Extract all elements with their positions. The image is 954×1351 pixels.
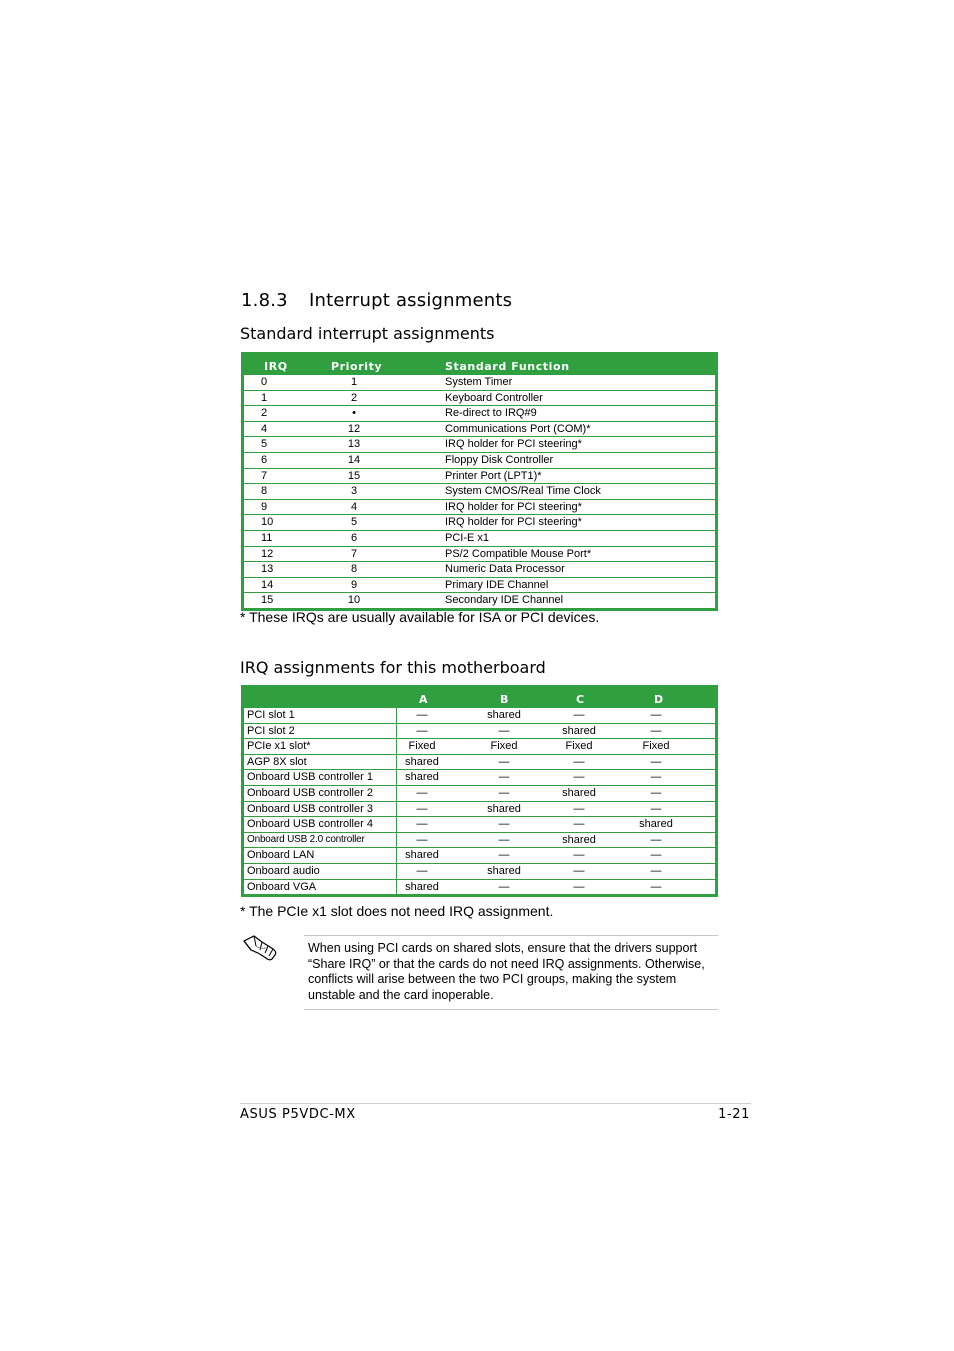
footer-divider (240, 1103, 751, 1104)
int-d-cell: — (650, 880, 662, 893)
col-b-header: B (500, 693, 509, 706)
function-cell: Secondary IDE Channel (445, 594, 564, 607)
int-d-cell: — (650, 709, 662, 721)
table-row (244, 391, 715, 407)
table-row (244, 880, 715, 895)
priority-cell: 13 (347, 438, 361, 451)
device-cell: Onboard LAN (247, 849, 315, 862)
int-a-cell: shared (405, 880, 439, 893)
table-row (244, 739, 715, 755)
table-row (244, 547, 715, 563)
device-cell: PCI slot 1 (247, 709, 295, 721)
int-b-cell: shared (487, 802, 521, 815)
int-a-cell: — (416, 864, 428, 877)
int-a-cell: — (416, 709, 428, 721)
device-cell: Onboard USB 2.0 controller (247, 833, 365, 845)
table-row (244, 724, 715, 740)
standard-irq-table-body (244, 375, 715, 608)
function-cell: IRQ holder for PCI steering* (445, 516, 582, 529)
priority-cell: 2 (350, 391, 358, 404)
device-cell: Onboard USB controller 4 (247, 818, 373, 831)
device-cell: Onboard USB controller 1 (247, 771, 373, 784)
priority-cell: 4 (350, 500, 358, 513)
table-row (244, 562, 715, 578)
irq-cell: 5 (261, 438, 268, 451)
function-cell: Floppy Disk Controller (445, 453, 554, 466)
device-cell: Onboard VGA (247, 880, 317, 893)
int-b-cell: — (498, 755, 510, 768)
int-c-cell: — (573, 771, 585, 784)
priority-cell: 8 (350, 563, 358, 576)
irq-cell: 10 (261, 516, 274, 529)
int-b-cell: — (498, 771, 510, 784)
standard-irq-table (241, 352, 718, 611)
int-b-cell: Fixed (490, 740, 518, 753)
irq-cell: 0 (261, 376, 268, 388)
priority-cell: 14 (347, 453, 361, 466)
standard-irq-heading: Standard interrupt assignments (240, 324, 495, 343)
int-b-cell: — (498, 833, 510, 846)
int-c-cell: — (573, 849, 585, 862)
priority-cell: 7 (350, 547, 358, 560)
irq-cell: 14 (261, 578, 274, 591)
motherboard-irq-heading: IRQ assignments for this motherboard (240, 658, 546, 677)
int-d-cell: — (650, 755, 662, 768)
int-c-cell: — (573, 864, 585, 877)
col-c-header: C (576, 693, 585, 706)
device-cell: PCI slot 2 (247, 724, 295, 737)
priority-cell: 3 (350, 485, 358, 498)
int-c-cell: — (573, 880, 585, 893)
int-c-cell: — (573, 802, 585, 815)
irq-cell: 9 (261, 500, 268, 513)
footer-page-number: 1-21 (718, 1107, 750, 1122)
priority-cell: 10 (347, 594, 361, 607)
int-b-cell: — (498, 818, 510, 831)
int-a-cell: — (416, 724, 428, 737)
int-a-cell: shared (405, 755, 439, 768)
motherboard-irq-table-body (244, 708, 715, 894)
function-cell: Primary IDE Channel (445, 578, 549, 591)
int-d-cell: — (650, 802, 662, 815)
int-c-cell: — (573, 709, 585, 721)
irq-cell: 2 (261, 407, 268, 420)
function-cell: PCI-E x1 (445, 531, 490, 544)
table-row (244, 484, 715, 500)
irq-cell: 4 (261, 422, 268, 435)
priority-cell: 5 (350, 516, 358, 529)
function-cell: Re-direct to IRQ#9 (445, 407, 537, 420)
int-d-cell: — (650, 786, 662, 799)
int-b-cell: shared (487, 709, 521, 721)
int-b-cell: — (498, 880, 510, 893)
table-row (244, 817, 715, 833)
int-c-cell: shared (562, 833, 596, 846)
int-a-cell: — (416, 802, 428, 815)
function-cell: Communications Port (COM)* (445, 422, 591, 435)
int-d-cell: — (650, 864, 662, 877)
int-c-cell: — (573, 755, 585, 768)
function-cell: IRQ holder for PCI steering* (445, 438, 582, 451)
int-d-cell: — (650, 771, 662, 784)
function-cell: System Timer (445, 376, 513, 388)
table-row (244, 708, 715, 724)
function-cell: PS/2 Compatible Mouse Port* (445, 547, 592, 560)
table-row (244, 755, 715, 771)
irq-cell: 6 (261, 453, 268, 466)
priority-cell: 15 (347, 469, 361, 482)
int-b-cell: — (498, 849, 510, 862)
table-row (244, 578, 715, 594)
table-row (244, 593, 715, 608)
col-d-header: D (654, 693, 664, 706)
note-hand-icon (242, 932, 280, 962)
int-d-cell: — (650, 724, 662, 737)
int-c-cell: — (573, 818, 585, 831)
motherboard-irq-footnote: * The PCIe x1 slot does not need IRQ assignment. (240, 903, 554, 919)
int-b-cell: — (498, 786, 510, 799)
device-cell: Onboard USB controller 3 (247, 802, 373, 815)
irq-cell: 13 (261, 563, 274, 576)
int-d-cell: shared (639, 818, 673, 831)
table-row (244, 848, 715, 864)
int-a-cell: Fixed (408, 740, 436, 753)
function-cell: Numeric Data Processor (445, 563, 565, 576)
device-cell: Onboard audio (247, 864, 320, 877)
int-a-cell: — (416, 833, 428, 846)
table-row (244, 833, 715, 849)
int-c-cell: shared (562, 786, 596, 799)
int-c-cell: shared (562, 724, 596, 737)
function-cell: Keyboard Controller (445, 391, 543, 404)
standard-irq-footnote: * These IRQs are usually available for ISA or PCI devices. (240, 609, 600, 625)
table-row (244, 500, 715, 516)
section-heading (241, 290, 512, 311)
table-row (244, 864, 715, 880)
col-a-header: A (419, 693, 429, 706)
table-row (244, 770, 715, 786)
irq-cell: 12 (261, 547, 274, 560)
priority-cell: 6 (350, 531, 358, 544)
table-row (244, 375, 715, 391)
col-priority-header: Priority (331, 360, 383, 373)
int-d-cell: — (650, 849, 662, 862)
irq-cell: 1 (261, 391, 268, 404)
priority-cell: 12 (347, 422, 361, 435)
int-c-cell: Fixed (565, 740, 593, 753)
priority-cell: 1 (350, 376, 358, 388)
function-cell: Printer Port (LPT1)* (445, 469, 542, 482)
col-irq-header: IRQ (264, 360, 288, 373)
int-a-cell: — (416, 786, 428, 799)
table-row (244, 802, 715, 818)
int-d-cell: — (650, 833, 662, 846)
irq-cell: 11 (261, 531, 273, 544)
motherboard-irq-table (241, 685, 718, 897)
footer-product-name: ASUS P5VDC-MX (240, 1107, 356, 1122)
priority-cell: 9 (350, 578, 358, 591)
function-cell: System CMOS/Real Time Clock (445, 485, 601, 498)
col-function-header: Standard Function (445, 360, 570, 373)
device-cell: PCIe x1 slot* (247, 740, 311, 753)
irq-cell: 7 (261, 469, 268, 482)
table-row (244, 515, 715, 531)
int-b-cell: shared (487, 864, 521, 877)
irq-cell: 8 (261, 485, 268, 498)
int-b-cell: — (498, 724, 510, 737)
device-cell: Onboard USB controller 2 (247, 786, 373, 799)
table-row (244, 406, 715, 422)
table-row (244, 437, 715, 453)
int-a-cell: — (416, 818, 428, 831)
note-box: When using PCI cards on shared slots, ensure that the drivers support “Share IRQ” or that the cards do not need IRQ assignments. Otherwise, conflicts will arise between the two PCI groups, making the system unstable and the card inoperable. (304, 935, 718, 1010)
table-row (244, 422, 715, 438)
standard-irq-table-header (244, 352, 715, 375)
priority-cell: • (352, 407, 356, 420)
table-row (244, 469, 715, 485)
table-row (244, 453, 715, 469)
int-a-cell: shared (405, 849, 439, 862)
function-cell: IRQ holder for PCI steering* (445, 500, 582, 513)
table-row (244, 786, 715, 802)
int-a-cell: shared (405, 771, 439, 784)
motherboard-irq-table-header (244, 685, 715, 708)
irq-cell: 15 (261, 594, 274, 607)
section-title: Interrupt assignments (309, 290, 513, 311)
int-d-cell: Fixed (642, 740, 670, 753)
table-row (244, 531, 715, 547)
section-number: 1.8.3 (241, 290, 288, 311)
device-cell: AGP 8X slot (247, 755, 307, 768)
